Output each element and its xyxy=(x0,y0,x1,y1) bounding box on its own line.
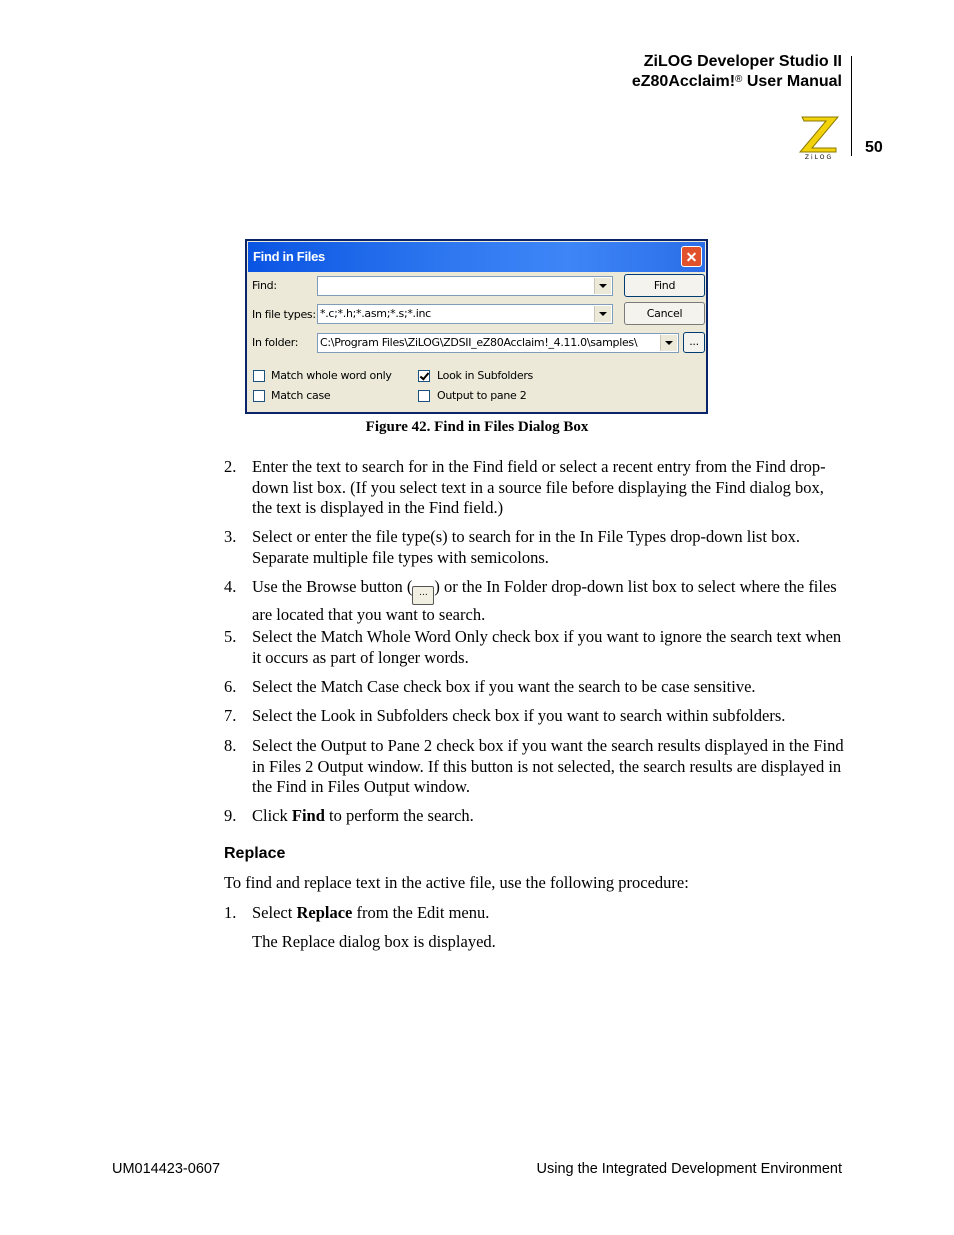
step-text: Enter the text to search for in the Find field or select a recent entry from the Find drop-down list box. (If you select text in a source file before displaying the Find dialog box, the text is displayed in the Find field.) xyxy=(252,457,826,517)
header-divider xyxy=(851,56,852,156)
caption-text: Figure 42. Find in Files Dialog Box xyxy=(365,419,589,435)
match-case-label: Match case xyxy=(271,389,331,402)
folder-value: C:\Program Files\ZiLOG\ZDSII_eZ80Acclaim!_4.11.0\samples\ xyxy=(320,336,638,349)
header-manual: User Manual xyxy=(742,73,842,90)
step-number: 8. xyxy=(224,736,237,755)
header-title: ZiLOG Developer Studio II xyxy=(643,53,842,70)
step-text-part: from the Edit menu. xyxy=(352,903,490,922)
step-text-part: ) or the In Folder drop-down list box to select where the files are located that you want to search. xyxy=(252,577,837,624)
replace-note: The Replace dialog box is displayed. xyxy=(252,932,496,951)
output-to-pane2-label: Output to pane 2 xyxy=(437,389,527,402)
browse-button-image: ... xyxy=(412,586,434,605)
figure-caption xyxy=(0,419,954,436)
find-label: Find: xyxy=(252,279,277,292)
look-in-subfolders-label: Look in Subfolders xyxy=(437,369,533,382)
folder-combobox[interactable] xyxy=(317,333,679,353)
step-text: Select or enter the file type(s) to search for in the In File Types drop-down list box. Separate multiple file types with semicolons. xyxy=(252,527,800,567)
step-number: 9. xyxy=(224,806,237,825)
look-in-subfolders-checkbox[interactable] xyxy=(418,370,430,382)
list-item xyxy=(224,677,844,698)
chevron-down-icon[interactable] xyxy=(594,306,611,322)
step-number: 3. xyxy=(224,527,237,546)
dialog-title: Find in Files xyxy=(253,249,325,264)
find-button[interactable]: Find xyxy=(624,274,705,297)
zilog-logo xyxy=(796,114,842,160)
step-number: 5. xyxy=(224,627,237,646)
step-number: 2. xyxy=(224,457,237,476)
list-item xyxy=(224,903,844,924)
step-number: 1. xyxy=(224,903,237,922)
step-text: Select the Match Whole Word Only check box if you want to ignore the search text when it occurs as part of longer words. xyxy=(252,627,842,667)
folder-label: In folder: xyxy=(252,336,299,349)
logo-text: ZiLOG xyxy=(804,154,834,160)
replace-emphasis: Replace xyxy=(296,903,353,922)
step-text xyxy=(252,903,844,924)
list-item xyxy=(224,627,844,668)
file-types-value: *.c;*.h;*.asm;*.s;*.inc xyxy=(320,307,431,320)
running-header xyxy=(632,52,842,92)
step-number: 4. xyxy=(224,577,237,596)
find-emphasis: Find xyxy=(291,806,325,825)
step-text-part: Select xyxy=(252,903,297,922)
intro-paragraph: To find and replace text in the active file, use the following procedure: xyxy=(224,873,689,892)
registered-mark: ® xyxy=(735,74,743,85)
step-number: 7. xyxy=(224,706,237,725)
list-item xyxy=(224,736,844,798)
page-number: 50 xyxy=(865,139,883,156)
list-item xyxy=(224,527,844,568)
close-icon[interactable] xyxy=(681,246,702,267)
match-case-checkbox[interactable] xyxy=(253,390,265,402)
header-subtitle xyxy=(632,72,842,92)
file-types-combobox[interactable] xyxy=(317,304,613,324)
chevron-down-icon[interactable] xyxy=(660,335,677,351)
output-to-pane2-checkbox[interactable] xyxy=(418,390,430,402)
chevron-down-icon[interactable] xyxy=(594,278,611,294)
browse-button[interactable]: ... xyxy=(683,332,705,353)
dialog-title-bar xyxy=(248,242,705,272)
step-text-part: Click xyxy=(252,806,292,825)
list-item xyxy=(224,457,844,519)
step-text-part: to perform the search. xyxy=(324,806,474,825)
find-in-files-dialog xyxy=(245,239,708,414)
step-text-part: Use the Browse button ( xyxy=(252,577,413,596)
match-whole-word-label: Match whole word only xyxy=(271,369,392,382)
file-types-label: In file types: xyxy=(252,308,316,321)
match-whole-word-checkbox[interactable] xyxy=(253,370,265,382)
list-item xyxy=(224,806,844,827)
cancel-button[interactable]: Cancel xyxy=(624,302,705,325)
step-text: Select the Look in Subfolders check box if you want to search within subfolders. xyxy=(252,706,786,725)
step-text xyxy=(252,806,844,827)
section-heading: Replace xyxy=(224,845,286,862)
footer-section: Using the Integrated Development Environment xyxy=(536,1161,842,1177)
step-text: Select the Match Case check box if you want the search to be case sensitive. xyxy=(252,677,756,696)
list-item xyxy=(224,577,844,626)
find-combobox[interactable] xyxy=(317,276,613,296)
step-text xyxy=(252,577,844,626)
list-item xyxy=(224,706,844,727)
footer-doc-id: UM014423-0607 xyxy=(112,1161,221,1177)
step-text: Select the Output to Pane 2 check box if you want the search results displayed in the Find in Files 2 Output window. If this button is not selected, the search results are displayed in the Find in Files Output window. xyxy=(252,736,844,796)
header-product: eZ80Acclaim! xyxy=(631,73,736,90)
step-number: 6. xyxy=(224,677,237,696)
